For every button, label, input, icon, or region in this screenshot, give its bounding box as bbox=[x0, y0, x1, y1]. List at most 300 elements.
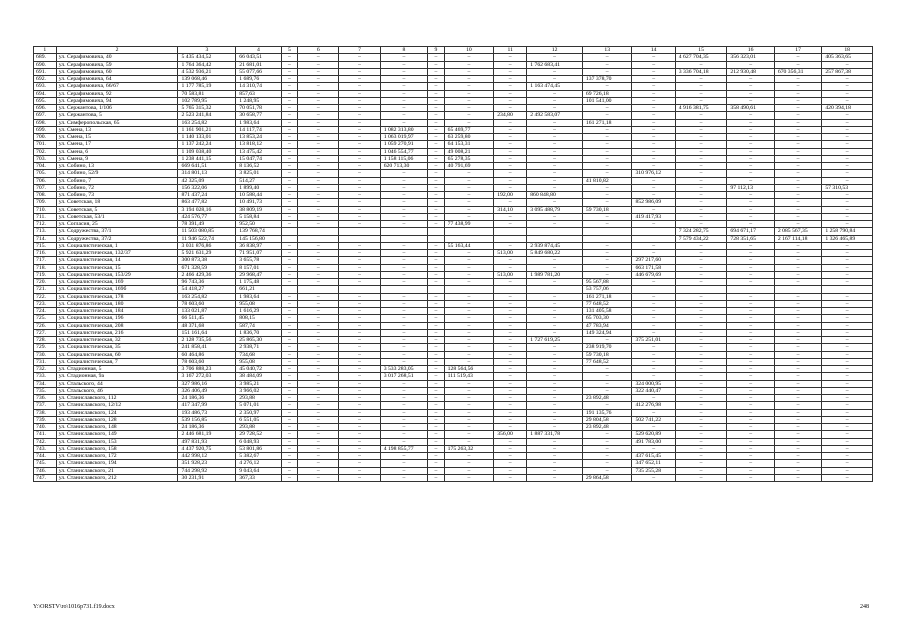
value-cell: 1 989 781,20 bbox=[527, 271, 583, 278]
value-cell: – bbox=[444, 329, 494, 336]
value-cell: – bbox=[727, 402, 774, 409]
value-cell: – bbox=[727, 264, 774, 271]
value-cell: 1 887 331,78 bbox=[527, 431, 583, 438]
value-cell: – bbox=[675, 97, 727, 104]
value-cell: 4 437 920,75 bbox=[178, 445, 236, 452]
row-number: 713. bbox=[34, 228, 57, 235]
value-cell: – bbox=[428, 474, 445, 481]
value-cell: – bbox=[527, 141, 583, 148]
value-cell: 297 217,60 bbox=[632, 257, 675, 264]
value-cell: – bbox=[774, 467, 821, 474]
value-cell: 1 616,29 bbox=[236, 308, 281, 315]
value-cell: – bbox=[494, 119, 527, 126]
value-cell: 70 583,81 bbox=[178, 90, 236, 97]
value-cell: – bbox=[582, 257, 632, 264]
value-cell: – bbox=[380, 358, 427, 365]
value-cell: – bbox=[339, 221, 380, 228]
value-cell: – bbox=[494, 293, 527, 300]
value-cell: – bbox=[339, 155, 380, 162]
value-cell: – bbox=[428, 402, 445, 409]
value-cell: – bbox=[444, 344, 494, 351]
value-cell: – bbox=[675, 344, 727, 351]
value-cell: – bbox=[632, 112, 675, 119]
value-cell: – bbox=[527, 155, 583, 162]
value-cell: – bbox=[632, 351, 675, 358]
value-cell: – bbox=[298, 474, 339, 481]
value-cell bbox=[281, 228, 298, 235]
value-cell: – bbox=[298, 322, 339, 329]
table-row bbox=[34, 250, 873, 257]
value-cell: – bbox=[444, 474, 494, 481]
value-cell: – bbox=[281, 409, 298, 416]
column-header: 10 bbox=[444, 47, 494, 54]
address-cell: ул. Социалистическая, 60 bbox=[56, 351, 178, 358]
value-cell: – bbox=[339, 97, 380, 104]
value-cell: – bbox=[527, 366, 583, 373]
table-row bbox=[34, 380, 873, 387]
value-cell: – bbox=[428, 105, 445, 112]
value-cell: 300 873,38 bbox=[178, 257, 236, 264]
value-cell: – bbox=[281, 424, 298, 431]
value-cell: – bbox=[444, 213, 494, 220]
value-cell: – bbox=[428, 329, 445, 336]
value-cell: – bbox=[822, 373, 873, 380]
value-cell: – bbox=[774, 322, 821, 329]
value-cell bbox=[727, 286, 774, 293]
value-cell: 49 008,21 bbox=[444, 148, 494, 155]
value-cell: 419 417,93 bbox=[632, 213, 675, 220]
value-cell: – bbox=[444, 199, 494, 206]
value-cell: – bbox=[444, 206, 494, 213]
value-cell: – bbox=[444, 271, 494, 278]
value-cell: 77 438,99 bbox=[444, 221, 494, 228]
value-cell: – bbox=[632, 445, 675, 452]
value-cell: – bbox=[527, 300, 583, 307]
value-cell: – bbox=[774, 141, 821, 148]
table-row bbox=[34, 112, 873, 119]
value-cell: 327 986,16 bbox=[178, 380, 236, 387]
value-cell: 139 068,46 bbox=[178, 76, 236, 83]
value-cell: 1 161 901,21 bbox=[178, 126, 236, 133]
value-cell: – bbox=[822, 221, 873, 228]
value-cell: 128 564,56 bbox=[444, 366, 494, 373]
row-number: 710. bbox=[34, 206, 57, 213]
value-cell: – bbox=[298, 416, 339, 423]
value-cell: – bbox=[582, 453, 632, 460]
value-cell: 53 757,06 bbox=[582, 286, 632, 293]
value-cell: – bbox=[281, 395, 298, 402]
value-cell: – bbox=[822, 424, 873, 431]
value-cell: – bbox=[675, 83, 727, 90]
value-cell bbox=[527, 235, 583, 242]
value-cell bbox=[494, 228, 527, 235]
row-number: 745. bbox=[34, 460, 57, 467]
table-row bbox=[34, 199, 873, 206]
value-cell: – bbox=[527, 213, 583, 220]
value-cell: – bbox=[822, 271, 873, 278]
value-cell: – bbox=[675, 453, 727, 460]
value-cell: – bbox=[527, 395, 583, 402]
address-cell: ул. Станиславского, 112 bbox=[56, 395, 178, 402]
value-cell: – bbox=[428, 155, 445, 162]
value-cell: – bbox=[428, 460, 445, 467]
value-cell: – bbox=[632, 366, 675, 373]
value-cell: – bbox=[822, 416, 873, 423]
value-cell: – bbox=[380, 293, 427, 300]
value-cell: 3 167 272,03 bbox=[178, 373, 236, 380]
value-cell: – bbox=[774, 134, 821, 141]
value-cell: – bbox=[339, 148, 380, 155]
value-cell: 3 194 028,16 bbox=[178, 206, 236, 213]
value-cell: – bbox=[727, 76, 774, 83]
value-cell bbox=[281, 235, 298, 242]
value-cell: – bbox=[774, 460, 821, 467]
value-cell: 1 983,64 bbox=[236, 293, 281, 300]
value-cell: 293,88 bbox=[236, 424, 281, 431]
value-cell: – bbox=[428, 221, 445, 228]
value-cell: – bbox=[727, 250, 774, 257]
value-cell: – bbox=[494, 366, 527, 373]
value-cell bbox=[380, 228, 427, 235]
row-number: 714. bbox=[34, 235, 57, 242]
value-cell: – bbox=[774, 213, 821, 220]
address-cell: ул. Станиславского, 149 bbox=[56, 431, 178, 438]
value-cell: – bbox=[298, 83, 339, 90]
value-cell: 661,21 bbox=[236, 286, 281, 293]
value-cell: – bbox=[428, 424, 445, 431]
value-cell: 257 867,38 bbox=[822, 68, 873, 75]
address-cell: ул. Социалистическая, 14 bbox=[56, 257, 178, 264]
value-cell: 1 238 441,15 bbox=[178, 155, 236, 162]
address-cell: ул. Согласия, 25 bbox=[56, 221, 178, 228]
value-cell: – bbox=[444, 68, 494, 75]
address-cell: ул. Социалистическая, 7 bbox=[56, 358, 178, 365]
value-cell bbox=[428, 235, 445, 242]
table-row bbox=[34, 177, 873, 184]
table-row bbox=[34, 264, 873, 271]
value-cell: – bbox=[380, 170, 427, 177]
value-cell bbox=[380, 286, 427, 293]
value-cell: 23 892,48 bbox=[582, 424, 632, 431]
value-cell: – bbox=[774, 61, 821, 68]
value-cell: – bbox=[281, 61, 298, 68]
value-cell: 193 486,73 bbox=[178, 409, 236, 416]
value-cell: – bbox=[380, 199, 427, 206]
value-cell: – bbox=[527, 163, 583, 170]
value-cell: – bbox=[727, 358, 774, 365]
value-cell: – bbox=[444, 431, 494, 438]
value-cell: – bbox=[822, 199, 873, 206]
value-cell: 446 679,69 bbox=[632, 271, 675, 278]
value-cell: – bbox=[774, 119, 821, 126]
address-cell: ул. Стадионная, 5 bbox=[56, 366, 178, 373]
value-cell: – bbox=[444, 351, 494, 358]
table-row bbox=[34, 126, 873, 133]
value-cell: – bbox=[281, 438, 298, 445]
column-header: 2 bbox=[56, 47, 178, 54]
value-cell: – bbox=[281, 373, 298, 380]
row-number: 692. bbox=[34, 76, 57, 83]
value-cell: – bbox=[339, 395, 380, 402]
value-cell: – bbox=[298, 105, 339, 112]
value-cell: – bbox=[428, 250, 445, 257]
value-cell: – bbox=[582, 54, 632, 61]
value-cell: 191 135,76 bbox=[582, 409, 632, 416]
value-cell: – bbox=[582, 126, 632, 133]
value-cell: – bbox=[444, 438, 494, 445]
value-cell: – bbox=[380, 322, 427, 329]
value-cell: 5 158,84 bbox=[236, 213, 281, 220]
value-cell: – bbox=[675, 467, 727, 474]
value-cell: – bbox=[339, 308, 380, 315]
value-cell: – bbox=[339, 474, 380, 481]
value-cell: – bbox=[632, 315, 675, 322]
value-cell: 13 818,12 bbox=[236, 141, 281, 148]
value-cell: – bbox=[582, 373, 632, 380]
value-cell: – bbox=[675, 366, 727, 373]
value-cell: – bbox=[727, 315, 774, 322]
value-cell: – bbox=[675, 112, 727, 119]
value-cell: 38 484,09 bbox=[236, 373, 281, 380]
value-cell: – bbox=[494, 453, 527, 460]
address-cell: ул. Социалистическая, 1 bbox=[56, 242, 178, 249]
value-cell: 952,50 bbox=[236, 221, 281, 228]
value-cell: 13 853,24 bbox=[236, 134, 281, 141]
table-row bbox=[34, 467, 873, 474]
value-cell: 14 310,74 bbox=[236, 83, 281, 90]
value-cell: – bbox=[527, 221, 583, 228]
value-cell: – bbox=[774, 83, 821, 90]
value-cell: 102 789,95 bbox=[178, 97, 236, 104]
column-header: 9 bbox=[428, 47, 445, 54]
value-cell: – bbox=[380, 105, 427, 112]
value-cell: – bbox=[444, 387, 494, 394]
address-cell: ул. Собино, 52/9 bbox=[56, 170, 178, 177]
value-cell: 42 325,09 bbox=[178, 177, 236, 184]
value-cell: – bbox=[281, 300, 298, 307]
value-cell: – bbox=[632, 163, 675, 170]
value-cell: – bbox=[494, 97, 527, 104]
value-cell: – bbox=[444, 61, 494, 68]
value-cell: – bbox=[428, 83, 445, 90]
value-cell: – bbox=[339, 344, 380, 351]
value-cell: 3 655,78 bbox=[236, 257, 281, 264]
value-cell: 2 085 567,35 bbox=[774, 228, 821, 235]
value-cell: – bbox=[774, 300, 821, 307]
value-cell: – bbox=[281, 221, 298, 228]
table-row bbox=[34, 68, 873, 75]
value-cell: – bbox=[822, 308, 873, 315]
value-cell: – bbox=[428, 395, 445, 402]
value-cell bbox=[632, 235, 675, 242]
value-cell bbox=[582, 235, 632, 242]
value-cell: – bbox=[298, 293, 339, 300]
value-cell: 358 490,61 bbox=[727, 105, 774, 112]
value-cell: 8 136,52 bbox=[236, 163, 281, 170]
value-cell: – bbox=[727, 380, 774, 387]
value-cell: – bbox=[774, 126, 821, 133]
value-cell: – bbox=[281, 416, 298, 423]
address-cell: ул. Смена, 15 bbox=[56, 134, 178, 141]
value-cell bbox=[428, 286, 445, 293]
value-cell: – bbox=[281, 431, 298, 438]
value-cell: 71 951,07 bbox=[236, 250, 281, 257]
value-cell: – bbox=[632, 395, 675, 402]
value-cell: – bbox=[380, 271, 427, 278]
value-cell: – bbox=[632, 76, 675, 83]
value-cell: – bbox=[774, 257, 821, 264]
column-header: 13 bbox=[582, 47, 632, 54]
value-cell: 491 783,00 bbox=[632, 438, 675, 445]
value-cell: – bbox=[428, 206, 445, 213]
value-cell: – bbox=[298, 61, 339, 68]
table-row bbox=[34, 402, 873, 409]
value-cell: – bbox=[774, 177, 821, 184]
value-cell: – bbox=[822, 250, 873, 257]
row-number: 705. bbox=[34, 170, 57, 177]
row-number: 716. bbox=[34, 250, 57, 257]
table-row bbox=[34, 257, 873, 264]
value-cell: – bbox=[339, 112, 380, 119]
value-cell: – bbox=[444, 54, 494, 61]
value-cell: – bbox=[774, 271, 821, 278]
column-header: 7 bbox=[339, 47, 380, 54]
value-cell: – bbox=[428, 373, 445, 380]
value-cell: – bbox=[494, 105, 527, 112]
value-cell: – bbox=[632, 177, 675, 184]
value-cell: – bbox=[444, 105, 494, 112]
value-cell: – bbox=[822, 242, 873, 249]
value-cell: 163 254,82 bbox=[178, 293, 236, 300]
value-cell: – bbox=[527, 402, 583, 409]
value-cell: 4 532 936,21 bbox=[178, 68, 236, 75]
value-cell: 694 671,17 bbox=[727, 228, 774, 235]
value-cell: 151 161,64 bbox=[178, 329, 236, 336]
value-cell: – bbox=[494, 54, 527, 61]
value-cell: – bbox=[281, 170, 298, 177]
value-cell: – bbox=[298, 54, 339, 61]
value-cell: – bbox=[527, 126, 583, 133]
value-cell bbox=[281, 286, 298, 293]
value-cell: – bbox=[380, 206, 427, 213]
value-cell: – bbox=[774, 409, 821, 416]
value-cell: – bbox=[822, 192, 873, 199]
value-cell: – bbox=[494, 438, 527, 445]
value-cell: – bbox=[444, 395, 494, 402]
value-cell: – bbox=[380, 387, 427, 394]
value-cell: – bbox=[298, 337, 339, 344]
table-row bbox=[34, 184, 873, 191]
value-cell: – bbox=[822, 395, 873, 402]
value-cell: 57 310,53 bbox=[822, 184, 873, 191]
address-cell: ул. Станиславского, 153 bbox=[56, 438, 178, 445]
value-cell: 663 171,58 bbox=[632, 264, 675, 271]
value-cell: – bbox=[380, 184, 427, 191]
value-cell: – bbox=[444, 83, 494, 90]
value-cell: – bbox=[281, 184, 298, 191]
value-cell: – bbox=[281, 177, 298, 184]
table-row bbox=[34, 83, 873, 90]
value-cell: – bbox=[582, 264, 632, 271]
value-cell: – bbox=[727, 424, 774, 431]
value-cell: – bbox=[494, 460, 527, 467]
row-number: 731. bbox=[34, 358, 57, 365]
value-cell: – bbox=[527, 184, 583, 191]
value-cell: – bbox=[444, 416, 494, 423]
value-cell: – bbox=[339, 242, 380, 249]
value-cell: – bbox=[774, 112, 821, 119]
value-cell: – bbox=[632, 206, 675, 213]
address-cell: ул. Социалистическая, 169б bbox=[56, 286, 178, 293]
value-cell: 3 706 888,23 bbox=[178, 366, 236, 373]
value-cell: – bbox=[675, 163, 727, 170]
value-cell: 11 946 522,74 bbox=[178, 235, 236, 242]
value-cell: 149 324,94 bbox=[582, 329, 632, 336]
value-cell: 4 916 381,75 bbox=[675, 105, 727, 112]
row-number: 718. bbox=[34, 264, 57, 271]
value-cell: – bbox=[298, 155, 339, 162]
value-cell: – bbox=[494, 380, 527, 387]
value-cell: – bbox=[675, 416, 727, 423]
column-header: 11 bbox=[494, 47, 527, 54]
table-row bbox=[34, 119, 873, 126]
table-row bbox=[34, 141, 873, 148]
value-cell: – bbox=[527, 358, 583, 365]
value-cell: 2 446 681,19 bbox=[178, 431, 236, 438]
table-row bbox=[34, 155, 873, 162]
address-cell: ул. Станиславского, 158 bbox=[56, 445, 178, 452]
value-cell: – bbox=[527, 380, 583, 387]
value-cell: 420 394,18 bbox=[822, 105, 873, 112]
value-cell: – bbox=[727, 366, 774, 373]
value-cell: 437 615,45 bbox=[632, 453, 675, 460]
value-cell: 1 899,40 bbox=[236, 184, 281, 191]
value-cell: – bbox=[339, 177, 380, 184]
value-cell: – bbox=[675, 126, 727, 133]
address-cell: ул. Собино, 72 bbox=[56, 184, 178, 191]
value-cell: – bbox=[774, 351, 821, 358]
value-cell: – bbox=[494, 163, 527, 170]
value-cell: – bbox=[774, 308, 821, 315]
value-cell: – bbox=[774, 242, 821, 249]
value-cell: – bbox=[298, 119, 339, 126]
value-cell: 375 251,01 bbox=[632, 337, 675, 344]
row-number: 703. bbox=[34, 155, 57, 162]
row-number: 730. bbox=[34, 351, 57, 358]
value-cell: – bbox=[428, 322, 445, 329]
value-cell: – bbox=[298, 257, 339, 264]
address-cell: ул. Собино, 73 bbox=[56, 192, 178, 199]
value-cell: – bbox=[339, 315, 380, 322]
value-cell: – bbox=[527, 460, 583, 467]
value-cell: 59 730,18 bbox=[582, 206, 632, 213]
value-cell: – bbox=[527, 119, 583, 126]
value-cell: – bbox=[444, 264, 494, 271]
value-cell: – bbox=[298, 351, 339, 358]
value-cell: – bbox=[527, 105, 583, 112]
value-cell: – bbox=[494, 221, 527, 228]
value-cell: – bbox=[444, 250, 494, 257]
value-cell: – bbox=[428, 264, 445, 271]
row-number: 741. bbox=[34, 431, 57, 438]
value-cell: 5 849 680,22 bbox=[527, 250, 583, 257]
value-cell: – bbox=[727, 61, 774, 68]
value-cell bbox=[675, 286, 727, 293]
value-cell: 175 263,32 bbox=[444, 445, 494, 452]
row-number: 722. bbox=[34, 293, 57, 300]
address-cell: ул. Станиславского, 128 bbox=[56, 416, 178, 423]
value-cell: – bbox=[298, 242, 339, 249]
